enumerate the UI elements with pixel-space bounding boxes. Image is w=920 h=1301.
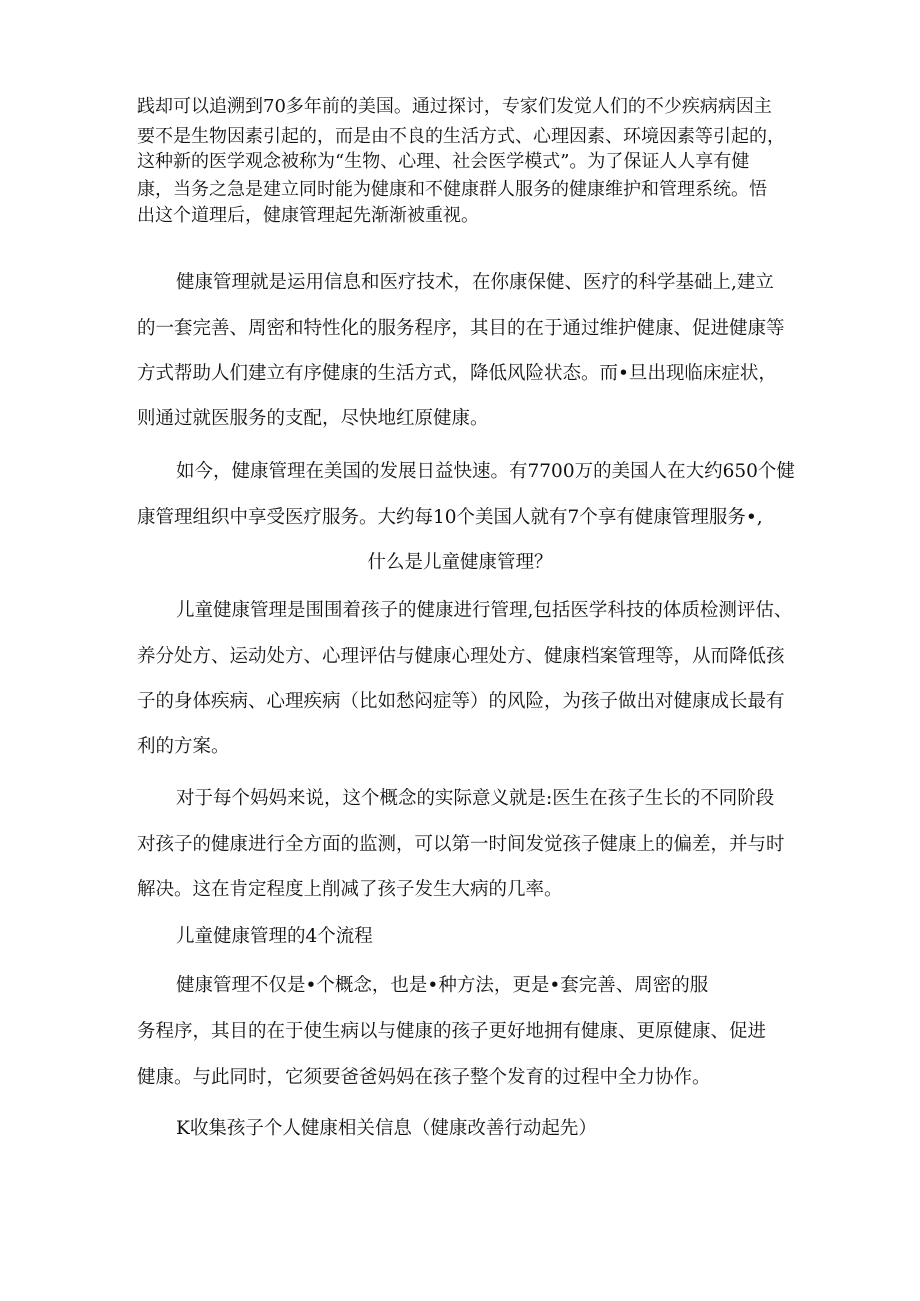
- step-one: K收集孩子个人健康相关信息（健康改善行动起先）: [176, 1118, 597, 1139]
- text-line: 要不是生物因素引起的，而是由不良的生活方式、心理因素、环境因素等引起的，: [137, 126, 785, 147]
- text-line: 健康。与此同时，它须要爸爸妈妈在孩子整个发育的过程中全力协作。: [137, 1067, 711, 1088]
- text-line: 康，当务之急是建立同时能为健康和不健康群人服务的健康维护和管理系统。悟: [137, 179, 767, 200]
- text-line: 子的身体疾病、心理疾病（比如愁闷症等）的风险，为孩子做出对健康成长最有: [137, 691, 785, 712]
- text-line: 践却可以追溯到70多年前的美国。通过探讨，专家们发觉人们的不少疾病病因主: [137, 96, 772, 117]
- text-line: 利的方案。: [137, 736, 230, 757]
- text-line: 健康管理不仅是•个概念，也是•种方法，更是•套完善、周密的服: [176, 975, 709, 996]
- text-line: 出这个道理后，健康管理起先渐渐被重视。: [137, 205, 479, 226]
- text-line: 的一套完善、周密和特性化的服务程序，其目的在于通过维护健康、促进健康等: [137, 318, 785, 339]
- text-line: 健康管理就是运用信息和医疗技术，在你康保健、医疗的科学基础上,建立: [176, 272, 774, 293]
- text-line: 方式帮助人们建立有序健康的生活方式，降低风险状态。而•旦出现临床症状，: [137, 363, 777, 384]
- subheading-process: 儿童健康管理的4个流程: [176, 926, 373, 947]
- text-line: 对孩子的健康进行全方面的监测，可以第一时间发觉孩子健康上的偏差，并与时: [137, 834, 785, 855]
- section-heading: 什么是儿童健康管理？: [367, 552, 553, 573]
- text-line: 这种新的医学观念被称为“生物、心理、社会医学模式”。为了保证人人享有健: [137, 151, 750, 172]
- text-line: 务程序，其目的在于使生病以与健康的孩子更好地拥有健康、更原健康、促进: [137, 1021, 767, 1042]
- text-line: 对于每个妈妈来说，这个概念的实际意义就是:医生在孩子生长的不同阶段: [176, 788, 775, 809]
- text-line: 解决。这在肯定程度上削减了孩子发生大病的几率。: [137, 879, 563, 900]
- text-line: 康管理组织中享受医疗服务。大约每10个美国人就有7个享有健康管理服务•,: [137, 507, 763, 528]
- text-line: 则通过就医服务的支配，尽快地红原健康。: [137, 408, 489, 429]
- text-line: 儿童健康管理是围围着孩子的健康进行管理,包括医学科技的体质检测评估、: [176, 600, 793, 621]
- text-line: 养分处方、运动处方、心理评估与健康心理处方、健康档案管理等，从而降低孩: [137, 646, 785, 667]
- text-line: 如今，健康管理在美国的发展日益快速。有7700万的美国人在大约650个健: [176, 461, 795, 482]
